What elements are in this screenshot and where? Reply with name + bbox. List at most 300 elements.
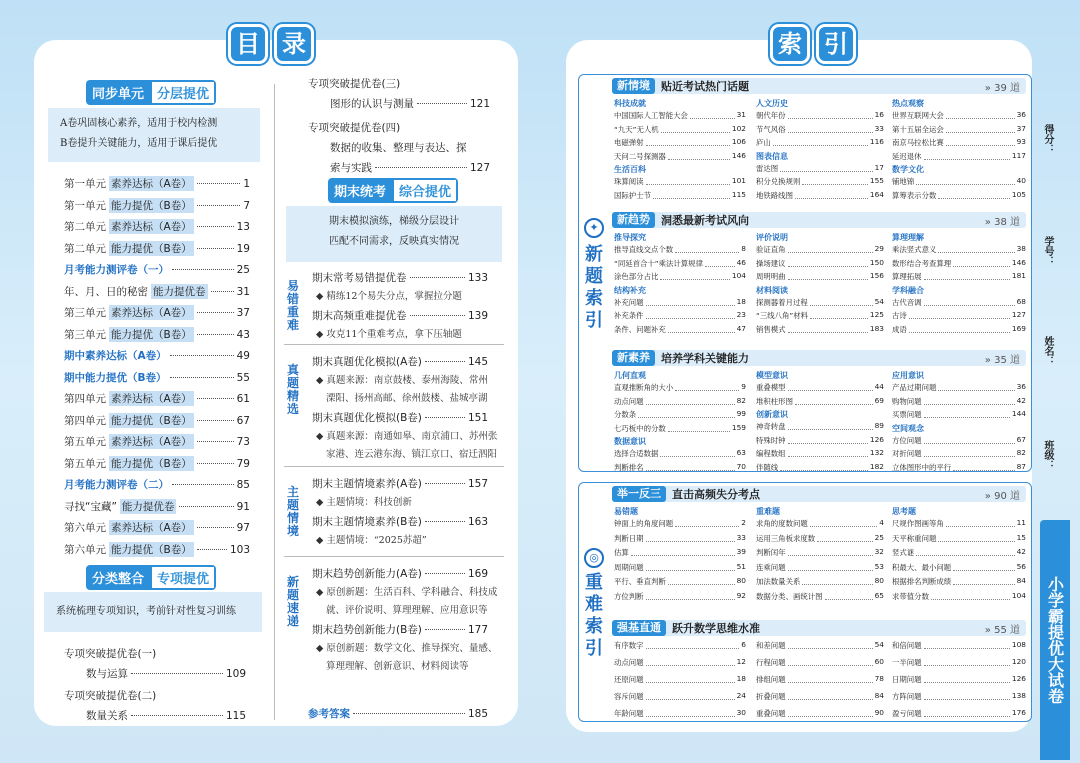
index-item-name: 节气风俗	[756, 124, 786, 134]
toc-row[interactable]	[64, 413, 250, 428]
index-category: 模型意识	[756, 371, 788, 380]
toc-row[interactable]	[64, 477, 250, 492]
index-item[interactable]	[614, 462, 746, 473]
leader-dots	[953, 460, 1014, 471]
index-item-name: 折叠问题	[756, 692, 786, 701]
index-item[interactable]	[614, 518, 746, 529]
topic-sub-label: 数与运算	[86, 668, 128, 680]
final-row[interactable]	[312, 476, 488, 491]
index-item[interactable]	[614, 562, 746, 573]
index-category: 推导探究	[614, 233, 646, 242]
leader-dots	[953, 256, 1010, 267]
index-item[interactable]	[614, 657, 746, 668]
index-item-name: 对折问题	[892, 449, 922, 458]
index-item[interactable]	[892, 176, 1026, 187]
index-item[interactable]	[756, 448, 884, 459]
toc-row[interactable]	[64, 499, 250, 514]
index-item-name: 和差问题	[756, 641, 786, 650]
index-category: 思考题	[892, 507, 916, 516]
index-item-name: 成语	[892, 324, 907, 334]
index-item-name: “九天”无人机	[614, 124, 659, 134]
leader-dots	[802, 174, 868, 185]
index-item-page: 108	[1011, 640, 1026, 649]
score-field: 得分：	[1042, 124, 1053, 154]
topic-row-title[interactable]: 专项突破提优卷(四)	[308, 122, 401, 134]
index-item[interactable]	[892, 396, 1026, 407]
index-item[interactable]	[892, 324, 1026, 335]
index-item-page: 90	[874, 708, 884, 717]
toc-row[interactable]	[64, 542, 250, 557]
index-item[interactable]	[756, 110, 884, 121]
index-item[interactable]	[614, 271, 746, 282]
section-tag: 分层提优	[150, 80, 216, 105]
index-item[interactable]	[614, 110, 746, 121]
index-item[interactable]	[892, 151, 1026, 162]
leader-dots	[646, 531, 735, 542]
index-item-name: 庐山	[756, 138, 771, 147]
section-tag: 同步单元	[86, 80, 150, 105]
index-item[interactable]	[614, 396, 746, 407]
index-item[interactable]	[614, 409, 746, 420]
index-item-page: 80	[874, 576, 884, 585]
index-item[interactable]	[892, 271, 1026, 282]
index-item[interactable]	[614, 124, 746, 135]
index-item-page: 11	[1016, 518, 1026, 527]
final-row[interactable]	[312, 354, 488, 369]
index-item-page: 54	[874, 296, 884, 306]
index-item-name: 选择合适数据	[614, 449, 659, 458]
index-item-page: 82	[1016, 448, 1026, 457]
leader-dots	[197, 248, 234, 249]
index-category: 学科融合	[892, 285, 924, 295]
topic-row-sub[interactable]	[86, 708, 246, 723]
index-item-name: 七巧板中的分数	[614, 423, 666, 433]
topic-row-sub[interactable]	[330, 96, 490, 111]
index-item-page: 101	[731, 176, 746, 185]
index-item[interactable]	[756, 562, 884, 573]
leader-dots	[924, 672, 1010, 683]
index-item-name: 和倍问题	[892, 641, 922, 650]
toc-row-page: 25	[236, 264, 250, 276]
index-item-name: 古代音调	[892, 297, 922, 307]
final-note	[286, 206, 502, 262]
toc-title-char: 录	[274, 24, 314, 64]
index-item-page: 63	[736, 448, 746, 457]
index-item-name: 数据分类、画统计图	[756, 591, 823, 601]
index-item-page: 106	[731, 137, 746, 146]
group-divider	[284, 466, 504, 467]
index-item-page: 84	[874, 691, 884, 700]
index-block-header	[612, 620, 1026, 636]
topic-row-sub[interactable]	[86, 666, 246, 681]
side-label-char: 索	[585, 616, 603, 637]
index-item[interactable]	[892, 462, 1026, 473]
index-item-page: 54	[874, 640, 884, 649]
toc-row[interactable]	[64, 370, 250, 385]
leader-dots	[810, 516, 878, 527]
final-row-title: 期末主题情境素养(A卷)	[312, 478, 422, 490]
index-item[interactable]	[756, 435, 884, 446]
toc-title-char: 目	[228, 24, 268, 64]
topic-row-title[interactable]: 专项突破提优卷(一)	[64, 648, 157, 660]
index-item-name: 天问二号探测器	[614, 151, 666, 161]
final-row-page: 157	[467, 478, 488, 490]
index-item[interactable]	[614, 190, 746, 201]
index-item[interactable]	[892, 297, 1026, 308]
index-tagline: 直击高频失分考点	[672, 488, 760, 501]
index-category: 重难题	[756, 507, 780, 516]
index-item[interactable]	[892, 435, 1026, 446]
index-item-name: 一半问题	[892, 658, 922, 667]
section-tag: 期末统考	[328, 178, 392, 203]
index-item[interactable]	[614, 258, 746, 269]
toc-row-paper: 能力提优（B卷）	[111, 242, 192, 255]
final-row[interactable]	[312, 514, 488, 529]
index-item-page: 6	[741, 640, 746, 649]
index-item[interactable]	[614, 176, 746, 187]
toc-row-page: 13	[236, 221, 250, 233]
leader-dots	[197, 441, 234, 442]
index-item[interactable]	[892, 533, 1026, 544]
group-label-char: 新	[286, 575, 299, 589]
index-item[interactable]	[756, 297, 884, 308]
index-item-page: 9	[741, 382, 746, 391]
index-item-page: 65	[874, 590, 884, 600]
index-item-page: 155	[869, 176, 884, 185]
toc-row[interactable]	[64, 305, 250, 320]
index-item-name: 求角的度数问题	[756, 519, 808, 528]
index-item[interactable]	[614, 310, 746, 321]
index-category: 结构补充	[614, 285, 646, 295]
index-item[interactable]	[756, 691, 884, 702]
index-item-name: 根据排名判断成绩	[892, 577, 952, 586]
leader-dots	[788, 433, 868, 444]
final-row[interactable]	[312, 622, 488, 637]
toc-divider	[274, 84, 275, 720]
index-item[interactable]	[892, 518, 1026, 529]
side-label-char: 难	[585, 594, 603, 615]
index-item-name: “三线八角”材料	[756, 311, 809, 320]
final-row-note: ◆ 原创新题：生活百科、学科融合、科技成	[316, 587, 498, 598]
index-item[interactable]	[614, 674, 746, 685]
leader-dots	[425, 573, 465, 574]
sync-note	[48, 108, 260, 162]
index-item-page: 93	[1016, 137, 1026, 146]
final-row-note: 溧阳、扬州高邮、徐州鼓楼、盐城亭湖	[326, 393, 488, 404]
index-category: 应用意识	[892, 371, 924, 380]
index-item[interactable]	[756, 310, 884, 321]
index-item[interactable]	[756, 271, 884, 282]
toc-row-page: 49	[236, 350, 250, 362]
leader-dots	[668, 322, 735, 333]
final-row[interactable]	[312, 410, 488, 425]
toc-row[interactable]	[64, 284, 250, 299]
final-row-note: 算理理解、创新意识、材料阅读等	[326, 661, 469, 672]
final-row-note: ◆ 真题来源：南京鼓楼、泰州海陵、常州	[316, 375, 488, 386]
toc-row-page: 91	[236, 500, 250, 513]
toc-row-page: 67	[236, 414, 250, 427]
final-row[interactable]	[312, 308, 488, 323]
index-item[interactable]	[892, 310, 1026, 321]
toc-row[interactable]	[64, 327, 250, 342]
index-item[interactable]	[892, 190, 1026, 201]
index-item-page: 84	[1016, 576, 1026, 585]
index-item-name: 判断排名	[614, 462, 644, 472]
index-title-char: 索	[770, 24, 810, 64]
topic-row-title[interactable]: 专项突破提优卷(二)	[64, 690, 157, 702]
leader-dots	[646, 589, 735, 600]
index-item[interactable]	[892, 691, 1026, 702]
toc-row[interactable]	[64, 219, 250, 234]
index-item[interactable]	[756, 244, 884, 255]
index-item[interactable]	[892, 576, 1026, 587]
index-item-name: 买票问题	[892, 410, 922, 419]
index-item[interactable]	[756, 396, 884, 407]
index-item-name: 算筹表示分数	[892, 190, 937, 200]
leader-dots	[909, 308, 1010, 319]
index-item[interactable]	[756, 124, 884, 135]
leader-dots	[788, 706, 873, 717]
toc-row[interactable]	[64, 456, 250, 471]
toc-row-unit: 第一单元	[64, 178, 106, 190]
index-item[interactable]	[756, 137, 884, 148]
toc-row[interactable]	[64, 262, 250, 277]
index-item[interactable]	[614, 382, 746, 393]
index-item-name: 直观推断角的大小	[614, 383, 674, 392]
toc-row-unit: 第三单元	[64, 328, 106, 341]
index-tagline: 培养学科关键能力	[661, 352, 749, 365]
index-item-page: 37	[1016, 123, 1026, 133]
group-label	[285, 486, 301, 538]
index-item[interactable]	[756, 190, 884, 201]
answer-label: 参考答案	[308, 708, 350, 720]
toc-row[interactable]	[64, 241, 250, 256]
index-item-page: 36	[1016, 110, 1026, 119]
index-count: » 90 道	[984, 490, 1020, 502]
toc-row-paper: 能力提优卷	[153, 285, 206, 298]
topic-sub-label: 图形的认识与测量	[330, 98, 414, 110]
index-item[interactable]	[756, 640, 884, 651]
index-block-header	[612, 350, 1026, 366]
leader-dots	[946, 122, 1015, 133]
toc-row-page: 85	[236, 479, 250, 491]
index-item[interactable]	[892, 244, 1026, 255]
side-label-char: 索	[585, 288, 603, 309]
index-item[interactable]	[614, 576, 746, 587]
index-category: 数学文化	[892, 165, 924, 174]
index-category: 易错题	[614, 507, 638, 516]
index-item-name: 神奇转盘	[756, 422, 786, 431]
index-item[interactable]	[892, 657, 1026, 668]
index-item-page: 51	[736, 561, 746, 571]
toc-row-unit: 第五单元	[64, 457, 106, 470]
index-tag: 举一反三	[612, 486, 666, 502]
index-block-header	[612, 486, 1026, 502]
topic-page: 121	[469, 98, 490, 110]
index-item[interactable]	[892, 562, 1026, 573]
toc-row-page: 19	[236, 242, 250, 255]
index-item-page: 104	[1011, 590, 1026, 600]
leader-dots	[646, 295, 735, 306]
index-item-name: 探测器着月过程	[756, 297, 808, 307]
index-item[interactable]	[892, 640, 1026, 651]
index-item-page: 47	[736, 323, 746, 333]
leader-dots	[909, 322, 1010, 333]
index-item-name: 堆积柱形图	[756, 396, 793, 406]
leader-dots	[211, 291, 234, 292]
section-tag: 分类整合	[86, 565, 150, 590]
index-item-name: 地铁路线图	[756, 190, 793, 200]
index-item[interactable]	[614, 244, 746, 255]
index-item[interactable]	[892, 409, 1026, 420]
index-item[interactable]	[892, 591, 1026, 602]
toc-row-paper: 能力提优（B卷）	[111, 543, 192, 556]
index-item[interactable]	[892, 124, 1026, 135]
index-item[interactable]	[756, 324, 884, 335]
leader-dots	[646, 394, 735, 405]
index-item[interactable]	[756, 708, 884, 719]
index-item-name: 朝代年份	[756, 111, 786, 120]
index-item[interactable]	[892, 382, 1026, 393]
index-item-name: 平行、垂直判断	[614, 577, 666, 586]
index-item[interactable]	[614, 640, 746, 651]
toc-row-unit: 第六单元	[64, 522, 106, 534]
index-item[interactable]	[756, 518, 884, 529]
toc-row-paper: 素养达标（A卷）	[111, 221, 192, 233]
toc-row-page: 1	[243, 178, 250, 190]
index-item[interactable]	[756, 657, 884, 668]
note-line: 匹配不同需求，反映真实情况	[329, 236, 459, 247]
leader-dots	[780, 161, 872, 172]
index-item[interactable]	[614, 423, 746, 434]
index-item-name: 雷达图	[756, 163, 779, 173]
topic-row-title[interactable]: 专项突破提优卷(三)	[308, 78, 401, 90]
section-tag: 专项提优	[150, 565, 216, 590]
index-item-name: 连乘问题	[756, 562, 786, 572]
index-item[interactable]	[892, 674, 1026, 685]
leader-dots	[172, 484, 234, 485]
toc-row[interactable]	[64, 391, 250, 406]
key-index-label	[583, 572, 605, 660]
leader-dots	[425, 629, 465, 630]
index-item-name: 电磁弹射	[614, 138, 644, 147]
final-row-note: 就、评价说明、算理理解、应用意识等	[326, 605, 488, 616]
index-item[interactable]	[892, 708, 1026, 719]
index-item[interactable]	[756, 547, 884, 558]
leader-dots	[197, 420, 234, 421]
topic-row-sub[interactable]	[330, 160, 490, 175]
index-item[interactable]	[756, 163, 884, 174]
toc-row[interactable]	[64, 176, 250, 191]
leader-dots	[646, 135, 730, 146]
index-item[interactable]	[614, 591, 746, 602]
index-item-name: 竖式谜	[892, 548, 915, 557]
index-item-name: 立体图形中的平行	[892, 462, 952, 472]
answer-row[interactable]	[308, 706, 488, 721]
student-id-field: 学号：	[1042, 236, 1053, 266]
toc-row[interactable]	[64, 348, 250, 363]
index-item[interactable]	[614, 151, 746, 162]
leader-dots	[646, 308, 735, 319]
final-row[interactable]	[312, 270, 488, 285]
index-item[interactable]	[756, 674, 884, 685]
index-item[interactable]	[614, 324, 746, 335]
index-item[interactable]	[756, 258, 884, 269]
index-item[interactable]	[614, 708, 746, 719]
index-item[interactable]	[614, 448, 746, 459]
leader-dots	[788, 655, 873, 666]
toc-title	[228, 24, 314, 64]
index-item-page: 56	[1016, 561, 1026, 571]
toc-row-unit: 第四单元	[64, 414, 106, 427]
topic-sub-label: 索与实践	[330, 162, 372, 174]
index-item[interactable]	[756, 176, 884, 187]
index-tagline: 洞悉最新考试风向	[661, 214, 749, 227]
topic-page: 115	[225, 710, 246, 722]
index-item-name: 铺地锦	[892, 177, 915, 186]
index-item[interactable]	[614, 137, 746, 148]
index-item[interactable]	[756, 421, 884, 432]
index-item-page: 182	[869, 461, 884, 471]
index-item[interactable]	[892, 110, 1026, 121]
index-item[interactable]	[614, 533, 746, 544]
index-item[interactable]	[614, 297, 746, 308]
index-item-name: 数形结合考查算理	[892, 258, 952, 268]
index-item-page: 104	[731, 271, 746, 280]
index-item-page: 30	[736, 708, 746, 717]
index-item[interactable]	[614, 691, 746, 702]
leader-dots	[780, 460, 868, 471]
index-item[interactable]	[756, 533, 884, 544]
lightbulb-icon: ✦	[584, 218, 604, 238]
final-row-note: ◆ 主题情境：科技创新	[316, 497, 412, 508]
index-item[interactable]	[756, 576, 884, 587]
side-label-char: 题	[585, 266, 603, 287]
leader-dots	[668, 421, 730, 432]
leader-dots	[802, 574, 872, 585]
index-item[interactable]	[892, 258, 1026, 269]
toc-row-unit: 期中素养达标（A卷）	[64, 350, 167, 362]
index-item[interactable]	[756, 591, 884, 602]
index-item[interactable]	[892, 448, 1026, 459]
index-item[interactable]	[756, 462, 884, 473]
leader-dots	[668, 149, 730, 160]
index-item-name: 特殊时钟	[756, 435, 786, 445]
index-item-name: 判断闰年	[756, 548, 786, 557]
index-item[interactable]	[892, 137, 1026, 148]
index-title-char: 引	[816, 24, 856, 64]
index-item-page: 144	[1011, 409, 1026, 418]
final-row[interactable]	[312, 566, 488, 581]
toc-row-page: 55	[236, 371, 250, 384]
toc-row-page: 103	[229, 543, 250, 556]
topic-page: 127	[469, 162, 490, 174]
index-item[interactable]	[756, 382, 884, 393]
toc-row[interactable]	[64, 198, 250, 213]
index-count: » 35 道	[984, 354, 1020, 366]
index-item[interactable]	[614, 547, 746, 558]
index-item-page: 183	[869, 323, 884, 333]
leader-dots	[946, 135, 1015, 146]
index-item-page: 25	[874, 532, 884, 542]
leader-dots	[795, 394, 873, 405]
toc-row[interactable]	[64, 434, 250, 449]
leader-dots	[788, 269, 868, 280]
leader-dots	[924, 269, 1010, 280]
index-item-page: 70	[736, 461, 746, 471]
index-item[interactable]	[892, 547, 1026, 558]
toc-row[interactable]	[64, 520, 250, 535]
